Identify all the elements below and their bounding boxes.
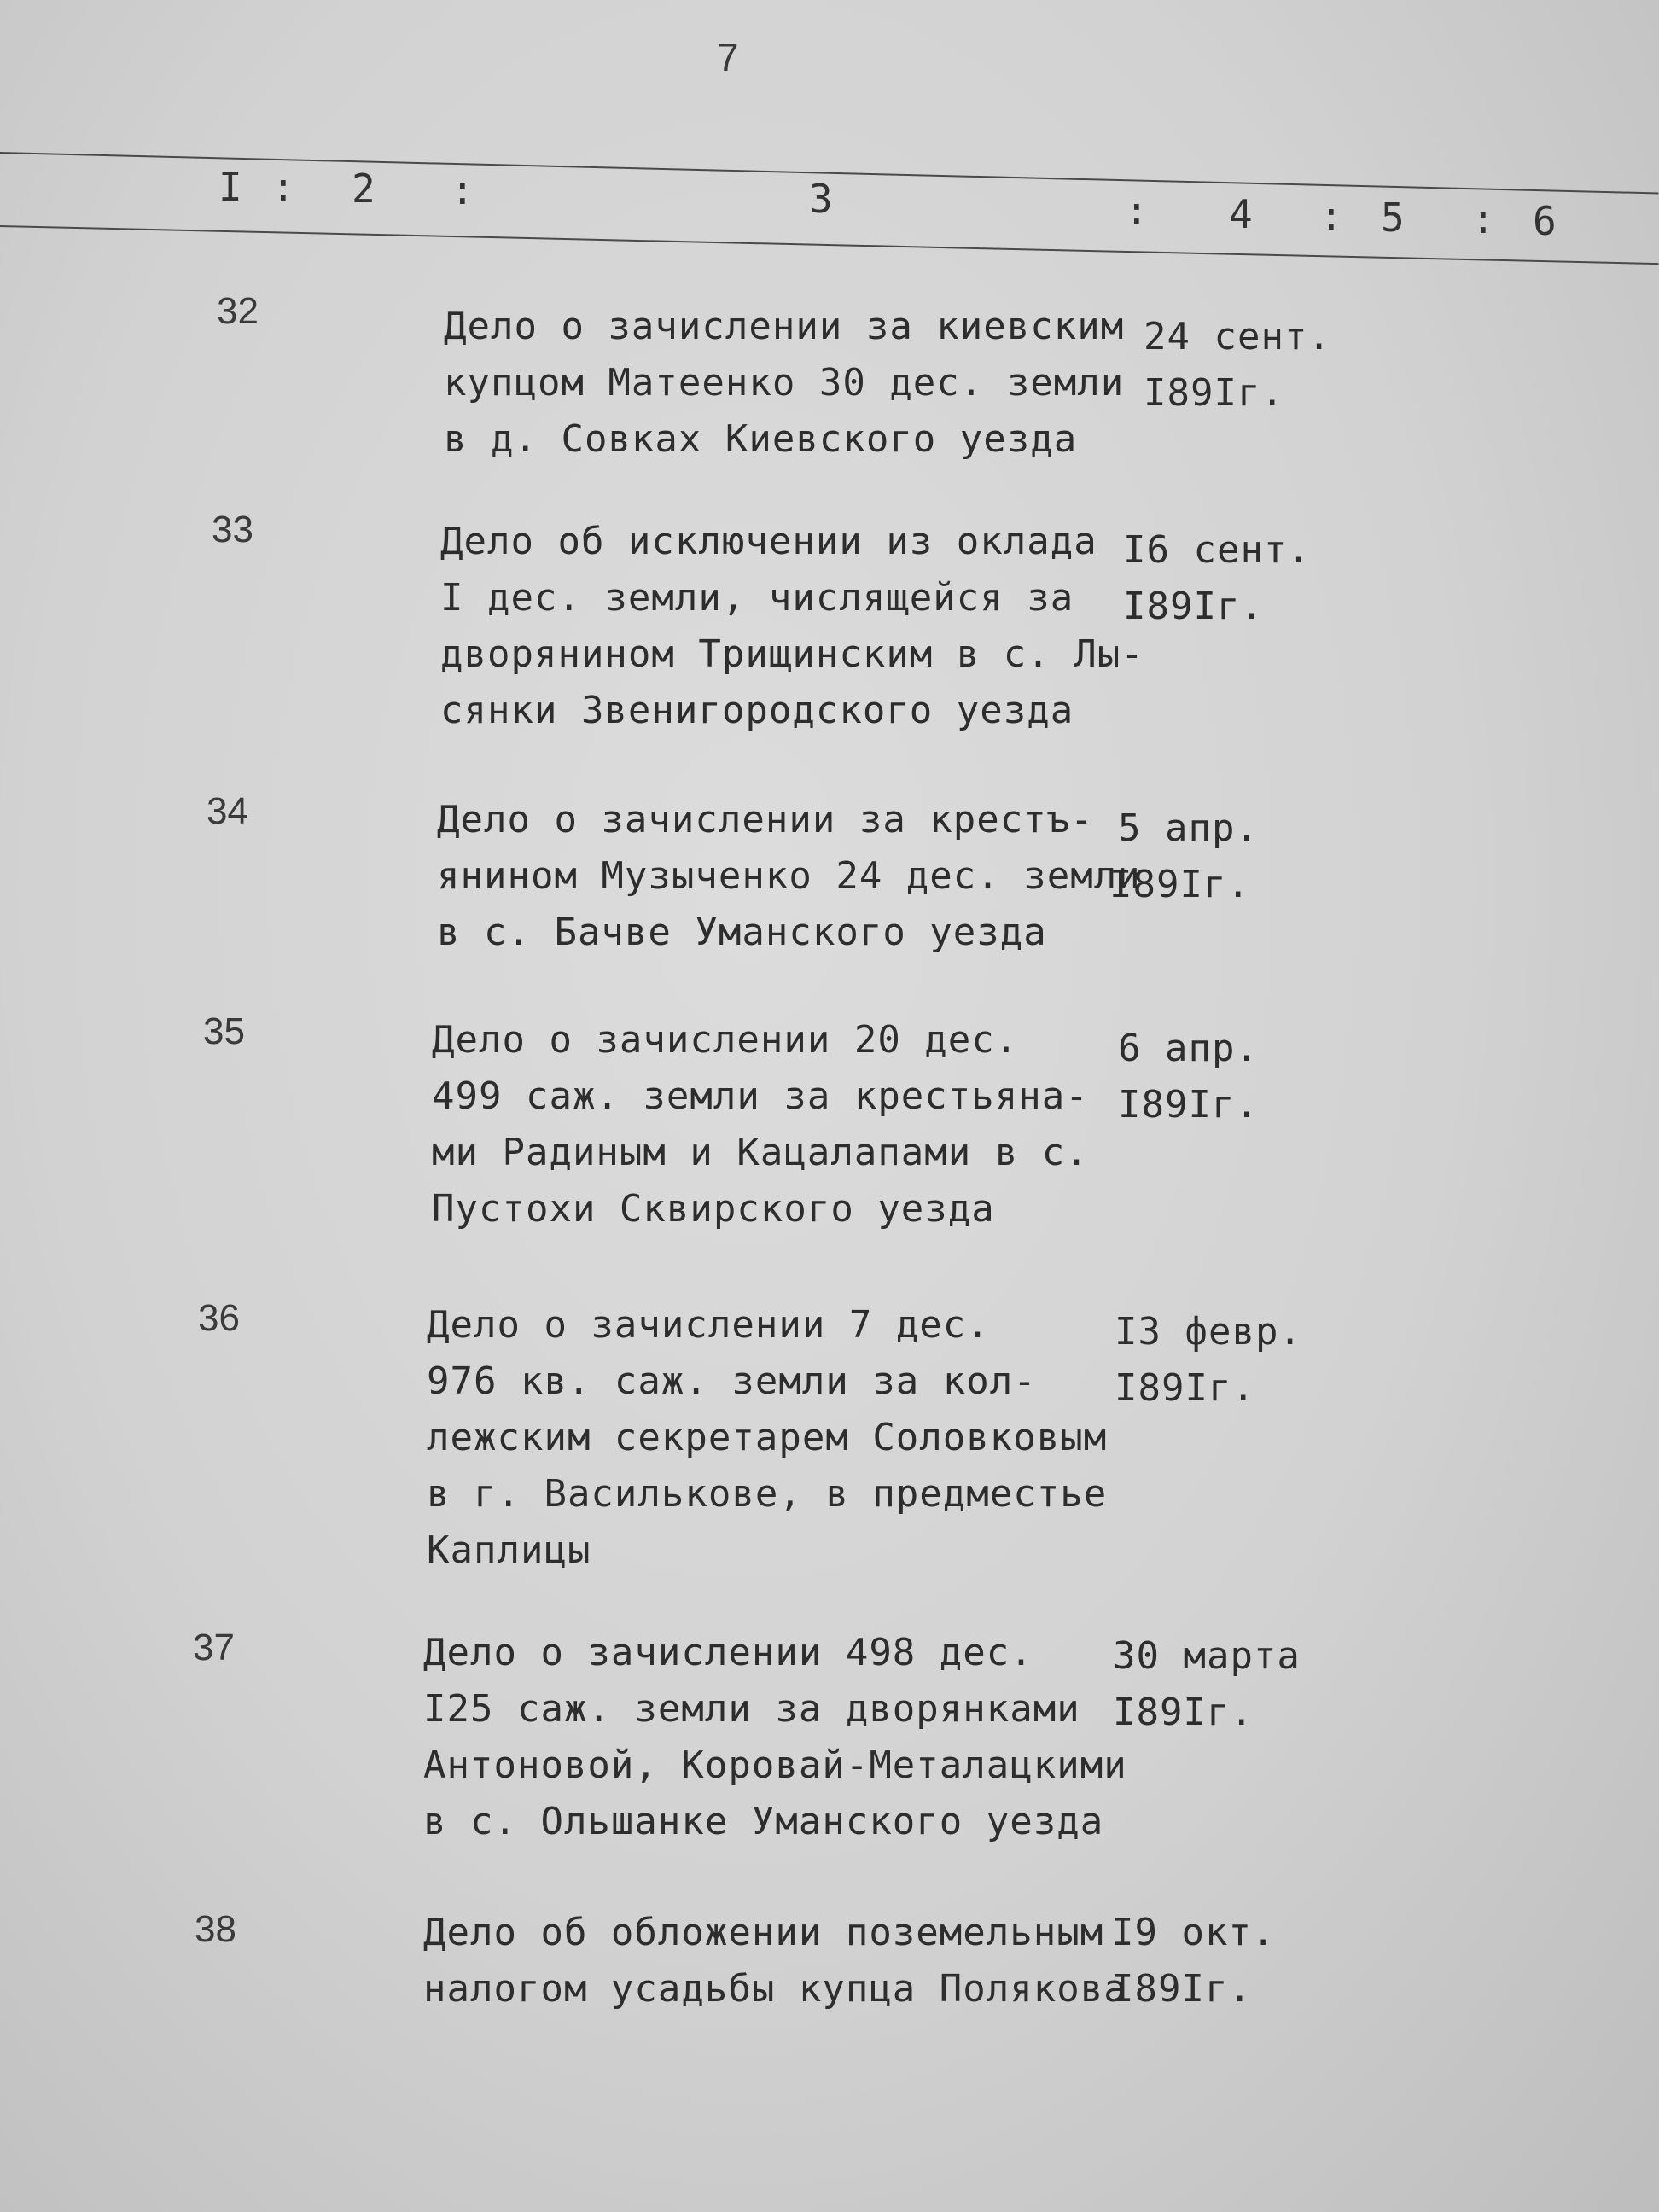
entry-number: 32	[217, 290, 259, 332]
table-header-rule	[0, 225, 1659, 265]
entry-line: купцом Матеенко 30 дес. земли	[444, 361, 1125, 405]
entry-date-day: I3 февр.	[1115, 1310, 1302, 1353]
entry-line: Дело об исключении из оклада	[440, 520, 1097, 563]
col-header-sep: :	[451, 167, 474, 213]
entry-line: лежским секретарем Соловковым	[427, 1416, 1108, 1459]
entry-line: в д. Совках Киевского уезда	[444, 417, 1078, 461]
entry-date	[1111, 1905, 1275, 2017]
entry-line: налогом усадьбы купца Полякова	[423, 1967, 1127, 2011]
entry-line: в с. Ольшанке Уманского уезда	[423, 1800, 1104, 1843]
entry-date	[1118, 800, 1259, 857]
col-header-1: I	[218, 164, 242, 210]
entry-date-day: 30 марта	[1113, 1634, 1301, 1678]
col-header-sep: :	[1125, 188, 1149, 234]
entry-date	[1115, 1304, 1302, 1417]
entry-description	[423, 1905, 1127, 2017]
entry-line: Дело о зачислении за крестъ-	[437, 798, 1094, 841]
entry-line: I25 саж. земли за дворянками	[423, 1687, 1080, 1731]
entry-description	[423, 1625, 1127, 1850]
col-header-3: 3	[809, 176, 833, 222]
page-number: 7	[717, 35, 739, 79]
entry-description	[444, 299, 1124, 468]
entry-date-year: I89Iг.	[1123, 585, 1264, 628]
entry-line: янином Музыченко 24 дес. земли	[437, 854, 1141, 898]
entry-date-year: I89Iг.	[1118, 1083, 1259, 1126]
entry-description	[440, 514, 1144, 739]
entry-date-day: 6 апр.	[1118, 1027, 1259, 1070]
entry-number: 37	[193, 1627, 235, 1668]
entry-line: 976 кв. саж. земли за кол-	[427, 1359, 1037, 1403]
entry-date-year: I89Iг.	[1115, 1366, 1255, 1410]
entry-date	[1113, 1628, 1301, 1741]
entry-line: 499 саж. земли за крестьяна-	[432, 1074, 1089, 1118]
col-header-sep: :	[271, 164, 295, 210]
entry-date-day: I9 окт.	[1111, 1911, 1276, 1954]
entry-line: в г. Василькове, в предместье	[427, 1472, 1108, 1516]
entry-date	[1118, 1021, 1259, 1133]
col-header-6: 6	[1533, 198, 1557, 244]
entry-line: Пустохи Сквирского уезда	[432, 1187, 995, 1231]
entry-line: Дело о зачислении 20 дес.	[432, 1018, 1019, 1062]
entry-line: в с. Бачве Уманского уезда	[437, 911, 1047, 954]
entry-date-year: I89Iг.	[1144, 371, 1284, 415]
col-header-sep: :	[1471, 196, 1495, 242]
entry-line: ми Радиным и Кацалапами в с.	[432, 1131, 1089, 1174]
entry-number: 34	[207, 790, 248, 832]
entry-number: 38	[195, 1908, 236, 1950]
col-header-4: 4	[1229, 191, 1253, 237]
entry-date-year: I89Iг.	[1113, 1691, 1254, 1734]
entry-line: Дело о зачислении за киевским	[444, 305, 1125, 348]
entry-description	[432, 1012, 1089, 1237]
entry-number: 33	[212, 509, 253, 550]
entry-line: I дес. земли, числящейся за	[440, 576, 1074, 620]
entry-date-day: I6 сент.	[1123, 528, 1311, 572]
entry-number: 36	[198, 1297, 240, 1339]
entry-date-year: I89Iг.	[1109, 863, 1250, 906]
entry-line: дворянином Трищинским в с. Лы-	[440, 632, 1144, 676]
entry-description	[437, 792, 1141, 961]
entry-date-day: 24 сент.	[1144, 315, 1331, 358]
entry-line: Каплицы	[427, 1528, 591, 1572]
entry-date	[1123, 522, 1311, 635]
col-header-2: 2	[352, 166, 375, 212]
entry-description	[427, 1297, 1107, 1579]
entry-number: 35	[203, 1010, 245, 1052]
entry-line: Дело о зачислении 498 дес.	[423, 1631, 1033, 1674]
col-header-5: 5	[1381, 195, 1405, 241]
col-header-sep: :	[1319, 193, 1343, 239]
entry-line: Антоновой, Коровай-Металацкими	[423, 1743, 1127, 1787]
entry-date-year: I89Iг.	[1111, 1967, 1252, 2011]
entry-date	[1144, 309, 1331, 422]
entry-line: Дело об обложении поземельным	[423, 1911, 1104, 1954]
entry-line: Дело о зачислении 7 дес.	[427, 1303, 990, 1347]
entry-date-day: 5 апр.	[1118, 806, 1259, 850]
entry-line: сянки Звенигородского уезда	[440, 689, 1074, 732]
